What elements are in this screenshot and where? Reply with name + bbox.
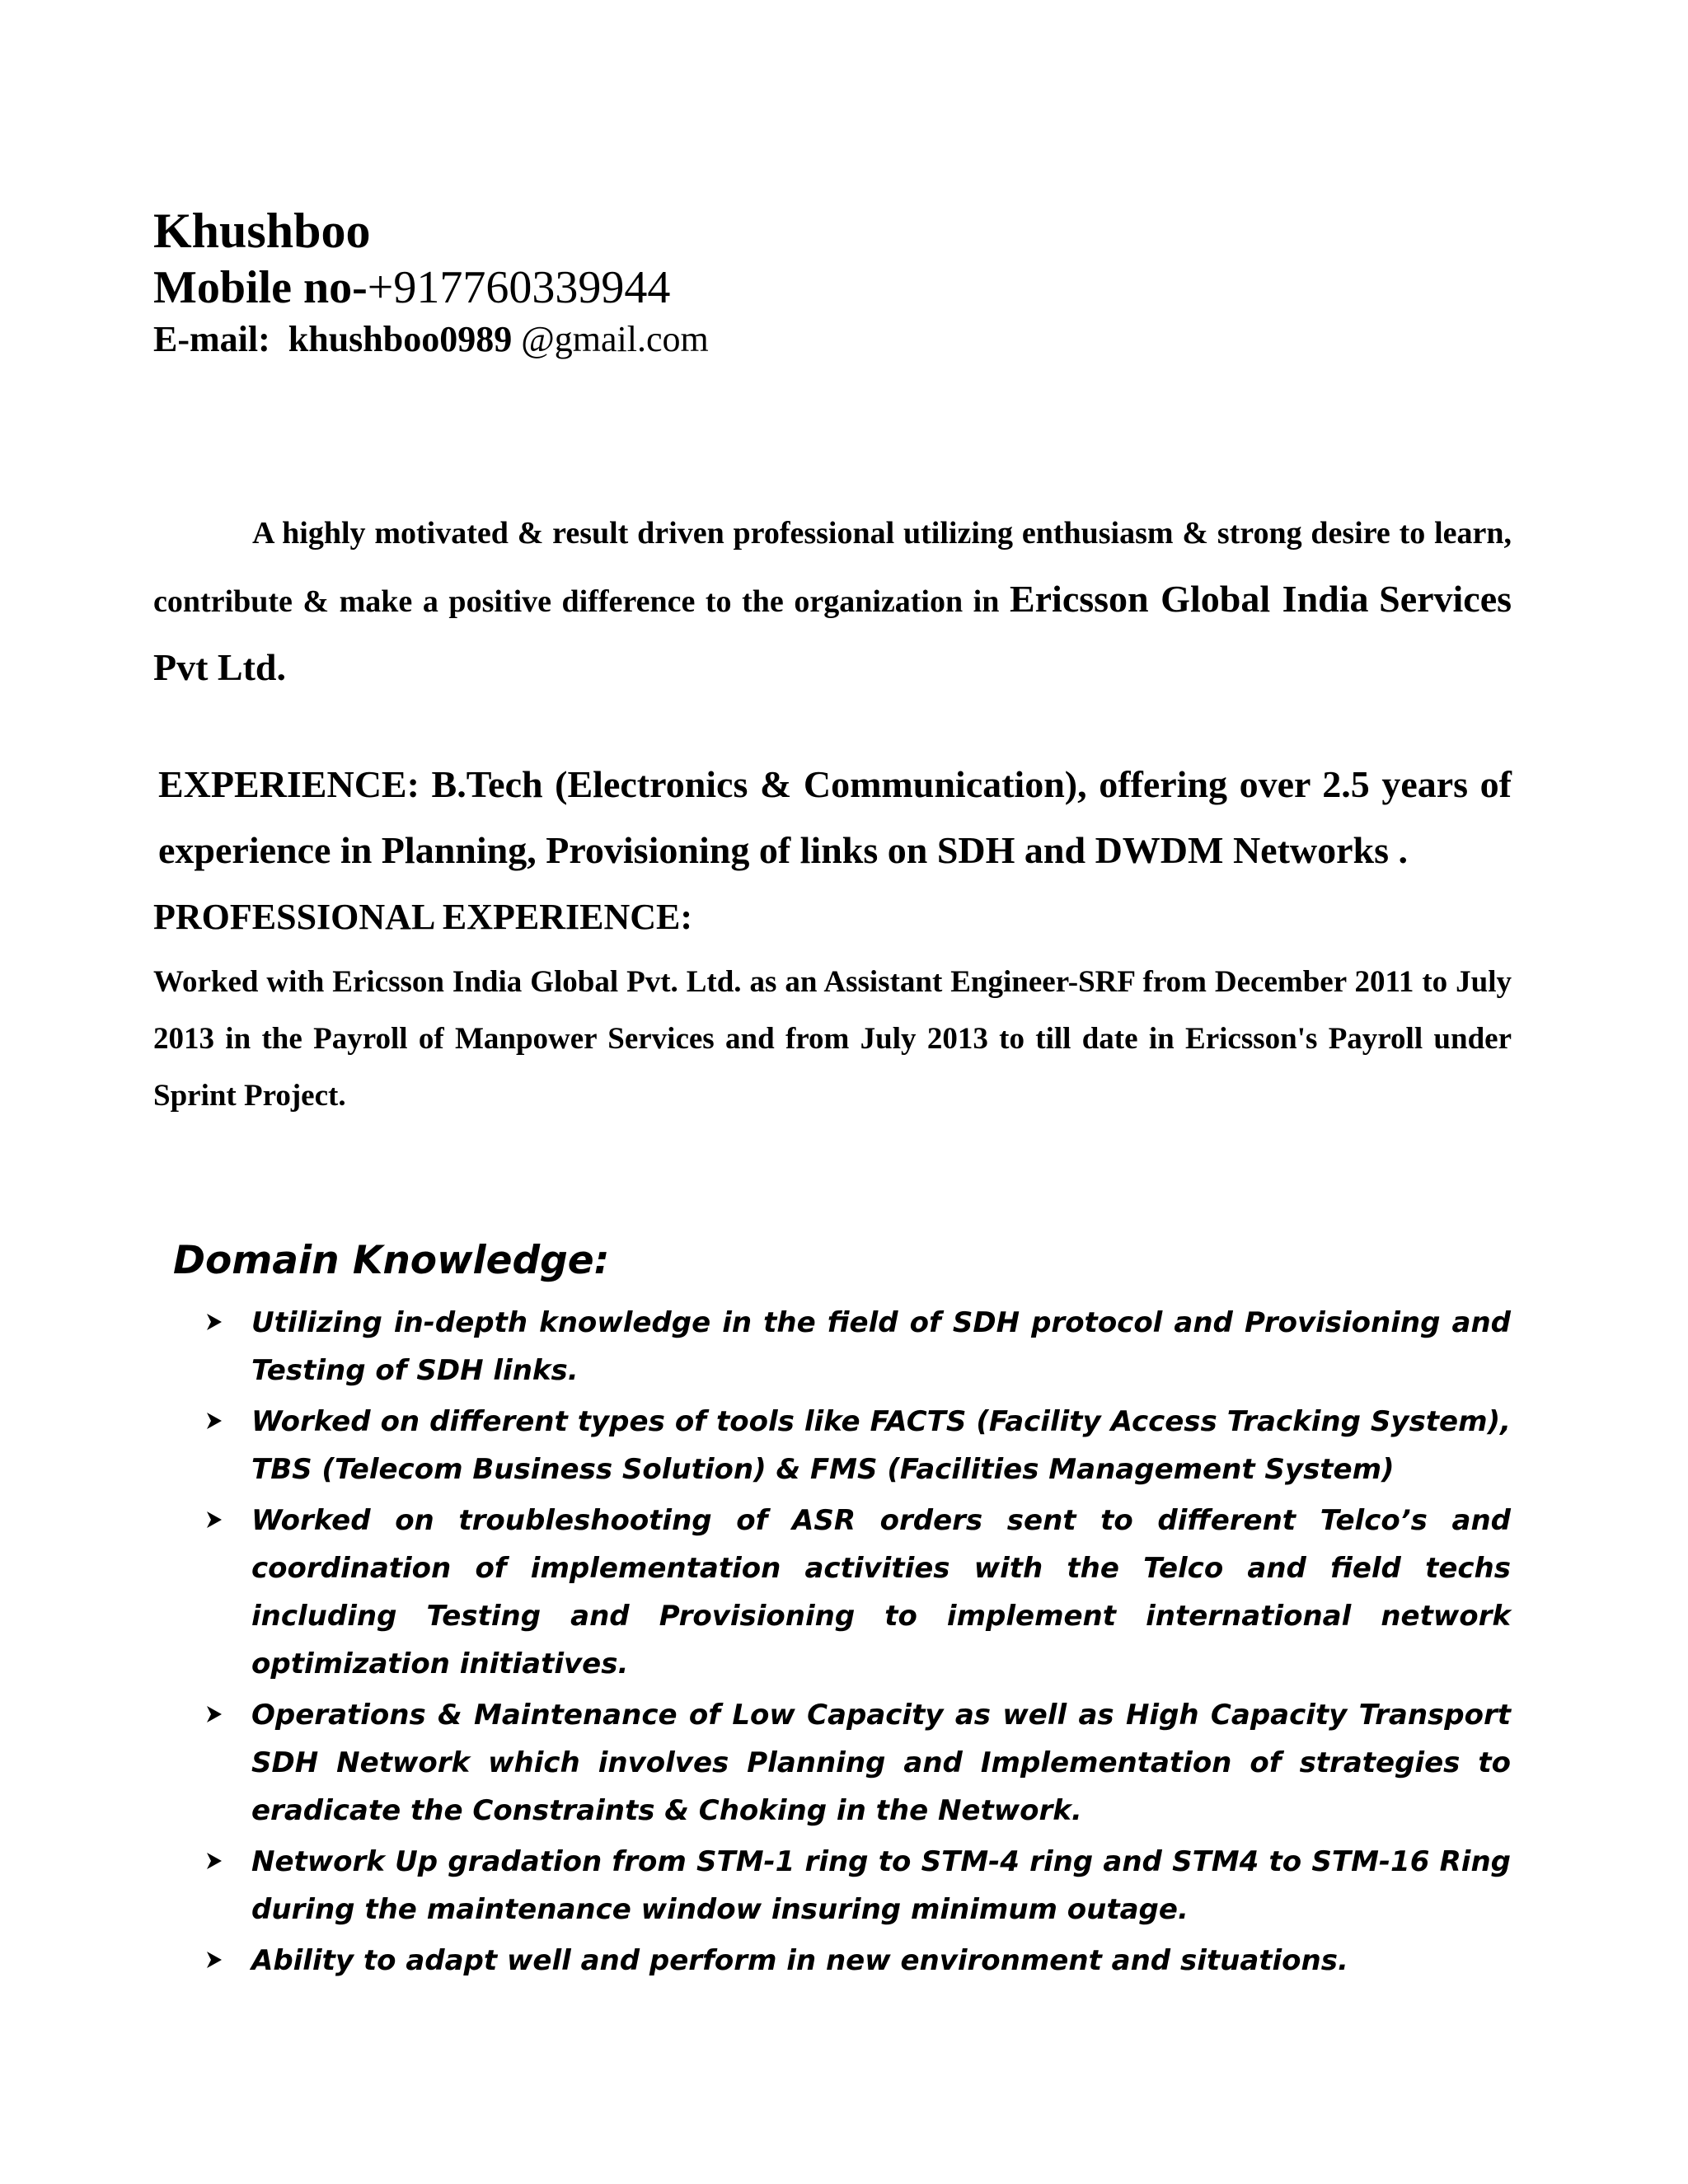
arrowhead-bullet-icon	[204, 1945, 225, 1975]
list-item	[251, 1299, 1511, 1394]
arrowhead-bullet-icon	[204, 1307, 225, 1337]
list-item	[251, 1398, 1511, 1493]
domain-knowledge-list	[0, 1299, 1688, 1988]
arrowhead-bullet-icon	[204, 1846, 225, 1876]
objective-paragraph	[153, 501, 1512, 703]
mobile-number: +917760339944	[367, 262, 671, 313]
domain-item-text: Worked on troubleshooting of ASR orders sent to different Telco’s and coordination of implementation activities with the Telco and field techs including Testing and Provisioning to implement international network optimization initiatives.	[251, 1504, 1511, 1680]
domain-item-text: Utilizing in-depth knowledge in the field of SDH protocol and Provisioning and Testing of SDH links.	[251, 1306, 1511, 1387]
arrowhead-bullet-icon	[204, 1699, 225, 1729]
objective-organization: Ericsson Global India	[1009, 578, 1369, 620]
list-item	[251, 1691, 1511, 1835]
mobile-line	[153, 261, 670, 314]
email-user: khushboo0989	[288, 319, 513, 359]
candidate-name: Khushboo	[153, 204, 371, 258]
objective-text: A highly motivated & result driven professional utilizing enthusiasm & strong desire to learn, contribute & make a positive difference to the organization in	[153, 516, 1512, 619]
professional-experience-text: Worked with Ericsson India Global Pvt. Ltd. as an Assistant Engineer-SRF from December 2011 to July 2013 in the Payroll of Manpower Services and from July 2013 to till date in Ericsson's Payroll under Sprint Project.	[153, 965, 1512, 1113]
domain-item-text: Network Up gradation from STM-1 ring to STM-4 ring and STM4 to STM-16 Ring during the maintenance window insuring minimum outage.	[251, 1845, 1511, 1926]
domain-knowledge-heading: Domain Knowledge:	[173, 1238, 610, 1283]
email-domain: @gmail.com	[521, 319, 709, 359]
arrowhead-bullet-icon	[204, 1505, 225, 1535]
email-label: E-mail:	[153, 319, 270, 359]
domain-item-text: Operations & Maintenance of Low Capacity as well as High Capacity Transport SDH Network which involves Planning and Implementation of strategies to eradicate the Constraints & Choking in the Network.	[251, 1699, 1511, 1827]
list-item	[251, 1497, 1511, 1688]
arrowhead-bullet-icon	[204, 1406, 225, 1436]
professional-experience-heading: PROFESSIONAL EXPERIENCE:	[153, 897, 693, 937]
email-line	[153, 317, 709, 362]
mobile-label: Mobile no-	[153, 262, 368, 313]
domain-item-text: Ability to adapt well and perform in new environment and situations.	[251, 1944, 1348, 1977]
list-item	[251, 1937, 1511, 1985]
objective-organization-tail: Services Pvt Ltd.	[153, 578, 1512, 688]
list-item	[251, 1838, 1511, 1933]
experience-summary: EXPERIENCE: B.Tech (Electronics & Communication), offering over 2.5 years of experience in Planning, Provisioning of links on SDH and DWDM Networks .	[158, 763, 1512, 871]
domain-item-text: Worked on different types of tools like FACTS (Facility Access Tracking System), TBS (Telecom Business Solution) & FMS (Facilities Management System)	[251, 1405, 1511, 1486]
